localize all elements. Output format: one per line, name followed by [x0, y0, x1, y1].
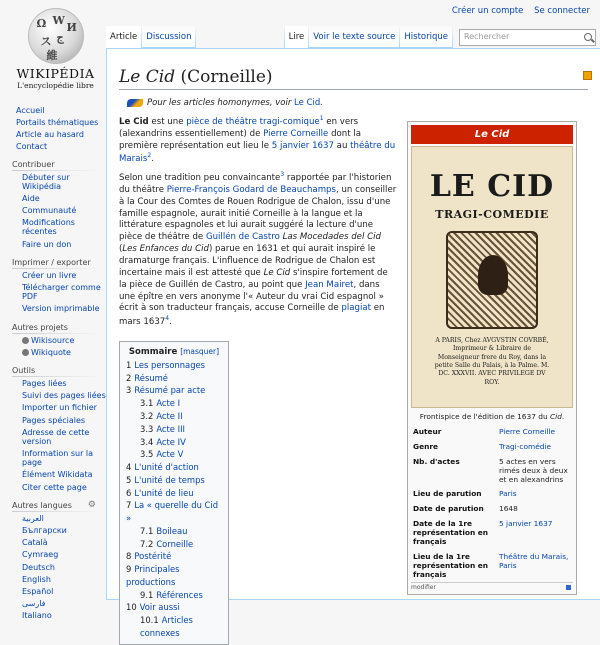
sidebar-item-pdf[interactable]: Télécharger comme PDF [22, 283, 101, 302]
infobox-key: Genre [413, 441, 438, 451]
infobox-table [411, 425, 573, 582]
toc-item-number: 9.1 [140, 589, 154, 600]
infobox-row [411, 517, 573, 550]
portal-projets [0, 321, 106, 358]
sidebar-item-importer[interactable]: Importer un fichier [22, 403, 97, 413]
sidebar-lang-it[interactable]: Italiano [22, 611, 52, 621]
toc-item-number: 3.4 [140, 436, 154, 447]
link-theatre-marais[interactable]: théâtre du Marais [119, 140, 396, 165]
sidebar-lang-en[interactable]: English [22, 574, 51, 584]
infobox-row [411, 550, 573, 583]
portal-heading: Autres langues ⚙ [0, 499, 106, 512]
sidebar-lang-bg[interactable]: Български [22, 526, 67, 535]
toc-item-label[interactable]: La « querelle du Cid » [126, 500, 219, 524]
toc-item[interactable] [126, 538, 222, 551]
content-area [106, 48, 600, 638]
toc-item-label[interactable]: Résumé [134, 372, 168, 383]
toc-item-label[interactable]: Acte III [156, 423, 186, 434]
toc-item-label[interactable]: Les personnages [134, 359, 206, 370]
toc-item[interactable] [126, 525, 222, 538]
toc-item-label[interactable]: Résumé par acte [134, 385, 206, 396]
infobox-value[interactable]: Théâtre du Marais, Paris [499, 551, 569, 570]
toc-item-number: 10.1 [140, 615, 159, 626]
toc-item-number: 9 [126, 564, 132, 575]
toc-toggle[interactable]: [masquer] [180, 347, 220, 356]
toc-item[interactable] [126, 474, 222, 487]
toc-item[interactable] [126, 384, 222, 397]
toc-item-label[interactable]: L'unité d'action [134, 462, 199, 473]
wikipedia-logo[interactable] [8, 2, 103, 97]
toc-item-label[interactable]: Acte V [156, 449, 184, 460]
sidebar-item-random[interactable]: Article au hasard [16, 129, 84, 139]
sidebar-item-communaute[interactable]: Communauté [22, 206, 77, 216]
toc-item[interactable] [126, 372, 222, 385]
toc-item[interactable] [126, 436, 222, 449]
toc-list [126, 359, 222, 640]
featured-icon[interactable] [583, 71, 592, 80]
cover-title: LE CID [429, 169, 555, 204]
ref-2[interactable]: 2 [147, 152, 152, 160]
toc-item[interactable] [126, 448, 222, 461]
toc-item-label[interactable]: L'unité de temps [134, 474, 205, 485]
toc-title: Sommaire [masquer] [128, 347, 220, 357]
toc-item-number: 7 [126, 500, 132, 511]
toc-item[interactable] [126, 487, 222, 500]
sidebar-item-creer-livre[interactable]: Créer un livre [22, 270, 77, 280]
toc-item[interactable] [126, 550, 222, 563]
infobox-value[interactable]: 5 janvier 1637 [499, 519, 553, 529]
cover-image[interactable] [411, 146, 573, 408]
sidebar-item-suivi[interactable]: Suivi des pages liées [22, 391, 106, 401]
sidebar-item-pages-liees[interactable]: Pages liées [22, 378, 67, 388]
infobox-value[interactable]: Tragi-comédie [499, 441, 552, 451]
link-plagiat[interactable]: plagiat [341, 303, 371, 314]
toc-item-number: 4 [126, 462, 132, 473]
link-guillen-de-castro[interactable]: Guillén de Castro [205, 232, 280, 243]
sidebar-item-speciales[interactable]: Pages spéciales [22, 415, 86, 425]
infobox-key: Date de la 1re représentation en français [413, 519, 489, 546]
toc-item-label[interactable]: Acte II [156, 410, 183, 421]
sidebar-item-modifications[interactable]: Modifications récentes [22, 218, 75, 237]
printer-emblem-icon [446, 231, 538, 329]
sidebar-item-citer[interactable]: Citer cette page [22, 482, 87, 492]
toc-item-number: 5 [126, 474, 132, 485]
tab-history[interactable]: Historique [400, 26, 452, 48]
infobox-key: Lieu de la 1re représentation en français [413, 551, 489, 579]
infobox-edit-link[interactable]: modifier [411, 582, 573, 591]
toc-item-number: 3.2 [140, 410, 154, 421]
infobox-value[interactable]: Pierre Corneille [499, 427, 556, 436]
link-date[interactable]: 5 janvier 1637 [271, 140, 334, 151]
infobox-value: 1648 [499, 504, 518, 514]
sidebar-item-contact[interactable]: Contact [16, 141, 48, 151]
link-pierre-corneille[interactable]: Pierre Corneille [263, 128, 329, 139]
gear-icon[interactable]: ⚙ [87, 500, 96, 511]
toc-item-label[interactable]: L'unité de lieu [134, 487, 194, 498]
create-account-link[interactable]: Créer un compte [451, 6, 524, 16]
infobox-key: Lieu de parution [413, 489, 482, 499]
search-placeholder: Rechercher [464, 31, 510, 41]
toc-item-number: 2 [126, 372, 132, 383]
toc-item-label[interactable]: Acte IV [156, 436, 186, 447]
page-title: Le Cid (Corneille) [119, 67, 588, 90]
sidebar-lang-ca[interactable]: Català [22, 538, 48, 548]
toc-item-number: 3.1 [140, 398, 154, 409]
namespace-tabs [106, 26, 196, 48]
portal-heading: Imprimer / exporter [0, 256, 106, 269]
link-jean-mairet[interactable]: Jean Mairet [305, 279, 354, 290]
ref-1[interactable]: 1 [319, 115, 324, 122]
logo-title: WIKIPÉDIA [16, 66, 95, 81]
portal-heading: Outils [0, 364, 106, 377]
sidebar-item-wikisource[interactable]: Wikisource [10, 334, 106, 346]
hatnote-link[interactable]: Le Cid [294, 98, 321, 108]
toc-item-label[interactable]: Voir aussi [139, 602, 180, 613]
view-tabs [284, 26, 596, 48]
toc-item-number: 10 [126, 602, 137, 613]
toc-item[interactable] [126, 614, 222, 640]
link-tragi-comique[interactable]: pièce de théâtre tragi-comique [186, 116, 320, 127]
toc-item-number: 6 [126, 487, 132, 498]
wikisource-icon [22, 337, 29, 344]
infobox-row [411, 487, 573, 502]
toc-item[interactable] [126, 601, 222, 614]
toc-item-label[interactable]: Postérité [134, 551, 172, 562]
infobox-row [411, 425, 573, 440]
toc-item-number: 3 [126, 385, 132, 396]
sidebar-item-aide[interactable]: Aide [22, 193, 40, 203]
tab-discussion[interactable]: Discussion [142, 26, 195, 48]
sidebar-lang-ar[interactable]: العربية [22, 513, 44, 523]
sidebar-item-don[interactable]: Faire un don [22, 239, 72, 249]
sidebar-item-wikidata[interactable]: Élément Wikidata [22, 470, 93, 480]
article-body [119, 115, 397, 334]
table-of-contents [119, 341, 229, 645]
personal-tools [444, 6, 590, 16]
infobox-title: Le Cid [411, 125, 573, 144]
toc-item-label[interactable]: Corneille [156, 538, 194, 549]
sidebar-item-imprimable[interactable]: Version imprimable [22, 304, 100, 314]
portal-heading: Autres projets [0, 321, 106, 334]
search-icon[interactable] [584, 33, 592, 41]
sidebar-lang-de[interactable]: Deutsch [22, 562, 55, 572]
toc-item-label[interactable]: Articles connexes [140, 615, 193, 638]
wikiquote-icon [22, 349, 29, 356]
sidebar-item-wikiquote[interactable]: Wikiquote [10, 346, 106, 358]
portal-contribuer [0, 158, 106, 250]
toc-item[interactable] [126, 410, 222, 423]
infobox-key: Nb. d'actes [413, 456, 460, 466]
infobox-key: Auteur [413, 427, 442, 436]
toc-item[interactable] [126, 563, 222, 589]
infobox-value[interactable]: Paris [499, 489, 517, 499]
toc-item-label[interactable]: Références [156, 589, 203, 600]
link-beauchamps[interactable]: Pierre-François Godard de Beauchamps [166, 184, 336, 195]
sidebar [0, 104, 106, 622]
toc-item[interactable] [126, 359, 222, 372]
paragraph-2: Selon une tradition peu convaincante$^3$ rapportée par l'historien du théâtre Pierre-François Godard de Beauchamps, un conseiller à la Cour des Comtes de Rouen Rodrigue de Chalon, issu d'une famille espagnole, aurait initié Corneille à la langue et la littérature espagnoles et lui aurait suggéré la lecture d'une pièce de théâtre de Guillén de Castro Las Mocedades del Cid (Les Enfances du Cid) parue en 1631 et qui aurait inspiré le dramaturge français. L'influence de Rodrigue de Chalon est incertaine mais il est attesté que Le Cid s'inspire fortement de la pièce de Guillén de Castro, au point que Jean Mairet, dans une épître en vers anonyme l'« Auteur du vrai Cid espagnol » écrit à son traducteur français, accuse Corneille de plagiat en mars 1637$^4$. [119, 171, 397, 328]
toc-item-number: 3.5 [140, 449, 154, 460]
paragraph-1: Le Cid est une pièce de théâtre tragi-comique$^1$ en vers (alexandrins essentiellement) de Pierre Corneille dont la première représentation eut lieu le 5 janvier 1637 au théâtre du Marais$^2$. [119, 115, 396, 165]
globe-icon: Ω W И ス ج 維 [28, 8, 84, 64]
toc-item-label[interactable]: Acte I [156, 398, 181, 409]
ref-3[interactable]: 3 [280, 171, 285, 179]
toc-item-label[interactable]: Boileau [156, 525, 188, 536]
sidebar-item-adresse[interactable]: Adresse de cette version [22, 427, 90, 446]
sidebar-navigation [0, 104, 106, 152]
tab-view-source[interactable]: Voir le texte source [309, 26, 399, 48]
sidebar-lang-es[interactable]: Español [22, 586, 54, 596]
toc-item[interactable] [126, 423, 222, 436]
sidebar-lang-cy[interactable]: Cymraeg [22, 550, 59, 560]
toc-item-number: 1 [126, 359, 132, 370]
portal-heading: Contribuer [0, 158, 106, 171]
sidebar-item-portails[interactable]: Portails thématiques [16, 117, 99, 127]
infobox-key: Date de parution [413, 504, 484, 514]
sidebar-item-accueil[interactable]: Accueil [16, 105, 45, 115]
image-caption: Frontispice de l'édition de 1637 du Cid. [419, 412, 565, 421]
hatnote: Pour les articles homonymes, voir Le Cid. [127, 98, 588, 108]
search-input[interactable] [459, 29, 596, 46]
sidebar-item-information[interactable]: Information sur la page [22, 449, 94, 468]
toc-item-number: 7.2 [140, 538, 154, 549]
sidebar-lang-fa[interactable]: فارسی [22, 599, 46, 609]
toc-item-number: 3.3 [140, 423, 154, 434]
toc-item[interactable] [126, 499, 222, 525]
portal-imprimer [0, 256, 106, 315]
toc-item[interactable] [126, 461, 222, 474]
logo-subtitle: L'encyclopédie libre [17, 81, 94, 90]
ref-4[interactable]: 4 [165, 315, 170, 323]
toc-item-label[interactable]: Principales productions [126, 564, 180, 587]
toc-item-number: 7.1 [140, 525, 154, 536]
toc-item[interactable] [126, 397, 222, 410]
cover-publisher: A PARIS, Chez AVGVSTIN COVRBÉ, Imprimeur & Libraire de Monseigneur frere du Roy, dans la petite Salle du Palais, à la Palme. M. DC. XXXVII. AVEC PRIVILEGE DV ROY. [434, 337, 550, 386]
disambiguation-icon [127, 99, 143, 107]
infobox [407, 121, 577, 595]
portal-outils [0, 364, 106, 493]
toc-item-number: 8 [126, 551, 132, 562]
cover-subtitle: TRAGI-COMEDIE [435, 208, 549, 221]
infobox-row [411, 502, 573, 517]
tab-article[interactable]: Article [106, 26, 141, 48]
infobox-row [411, 440, 573, 455]
infobox-row [411, 455, 573, 488]
portal-langues [0, 499, 106, 622]
infobox-value: 5 actes en vers rimés deux à deux et en alexandrins [499, 456, 568, 484]
tab-read[interactable]: Lire [285, 26, 309, 48]
login-link[interactable]: Se connecter [534, 6, 590, 16]
sidebar-item-debuter[interactable]: Débuter sur Wikipédia [22, 172, 70, 191]
